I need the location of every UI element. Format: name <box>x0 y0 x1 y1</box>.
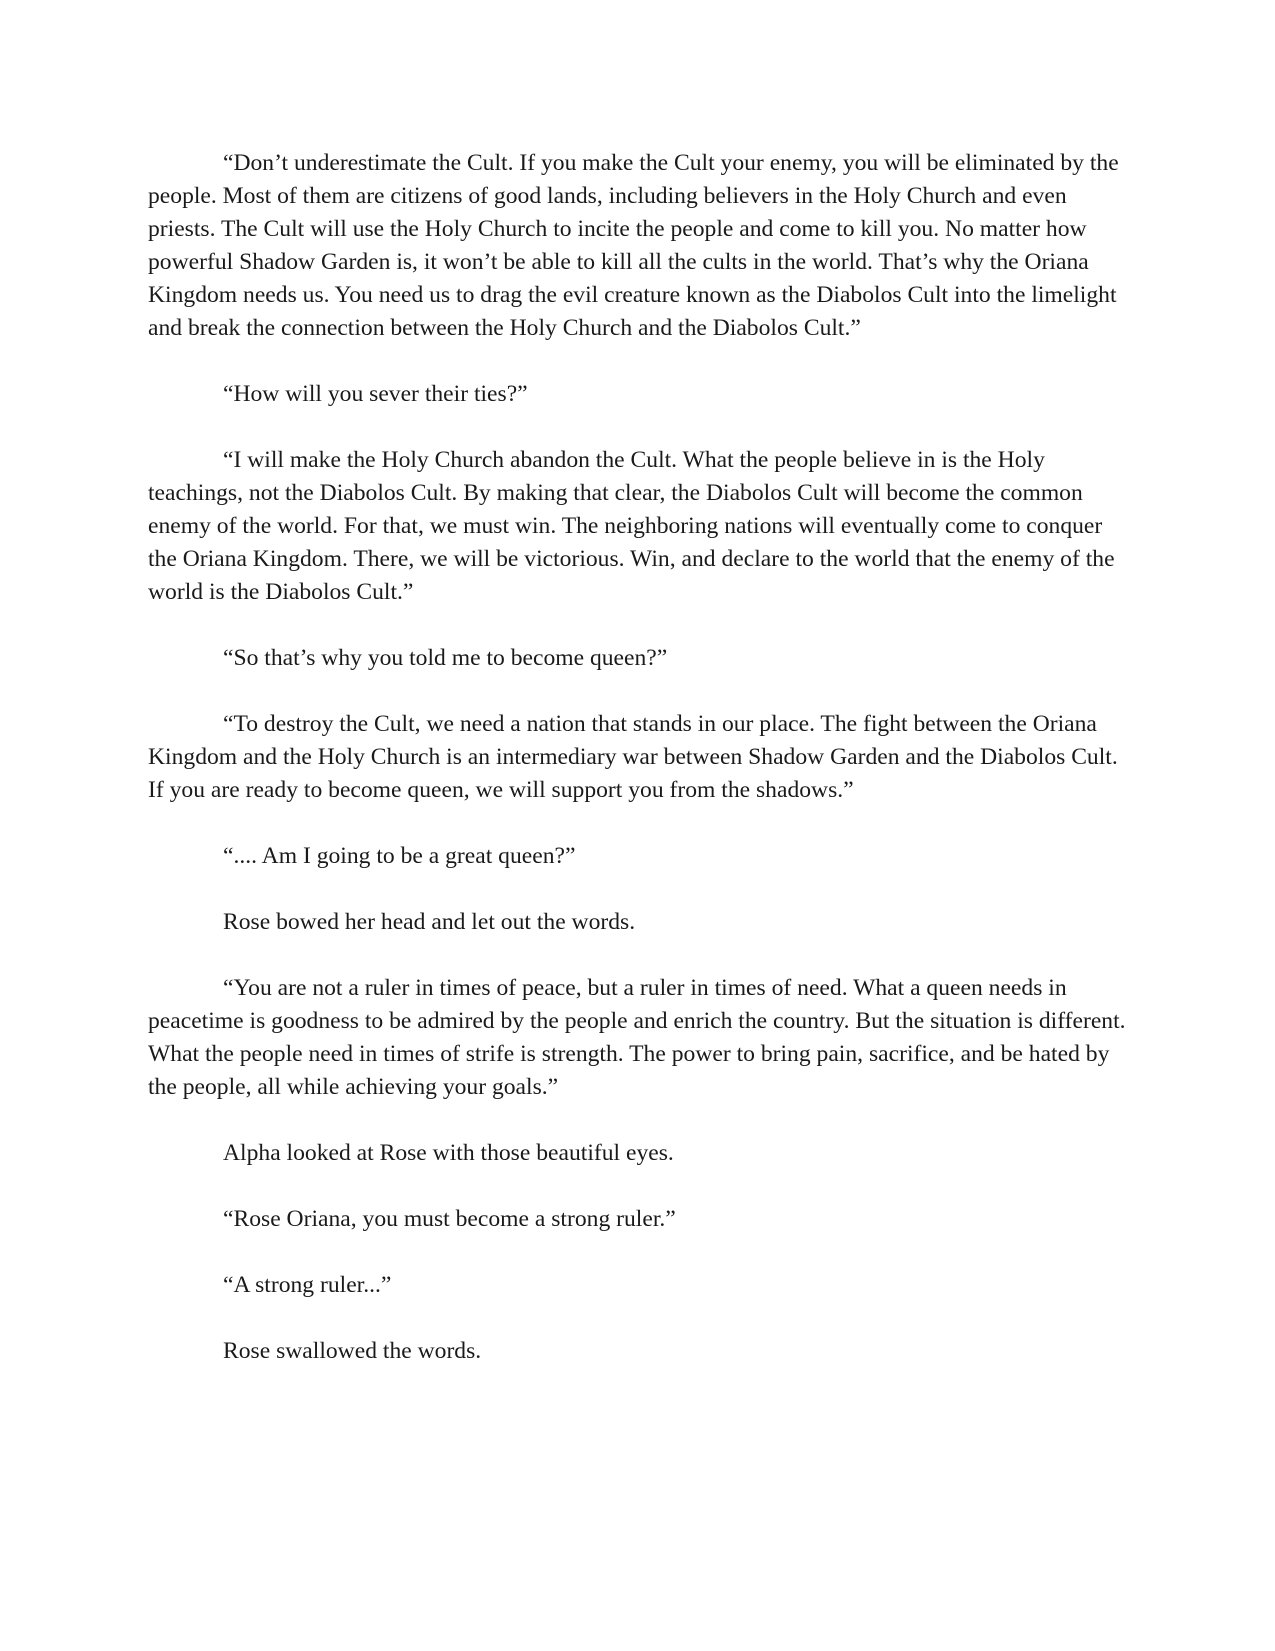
paragraph-2: “How will you sever their ties?” <box>223 381 528 407</box>
paragraph-6: “.... Am I going to be a great queen?” <box>223 843 576 869</box>
paragraph-9: Alpha looked at Rose with those beautiful eyes. <box>223 1140 674 1166</box>
paragraph-7: Rose bowed her head and let out the words. <box>223 909 636 935</box>
paragraph-11: “A strong ruler...” <box>223 1272 392 1298</box>
paragraph-5: “To destroy the Cult, we need a nation that stands in our place. The fight between the Oriana Kingdom and the Holy Church is an intermediary war between Shadow Garden and the Diabolos Cult. If you are ready to become queen, we will support you from the shadows.” <box>148 711 1118 803</box>
paragraph-12: Rose swallowed the words. <box>223 1338 482 1364</box>
paragraph-10: “Rose Oriana, you must become a strong ruler.” <box>223 1206 676 1232</box>
paragraph-8: “You are not a ruler in times of peace, but a ruler in times of need. What a queen needs in peacetime is goodness to be admired by the people and enrich the country. But the situation is different. What the people need in times of strife is strength. The power to bring pain, sacrifice, and be hated by the people, all while achieving your goals.” <box>148 975 1126 1100</box>
document-body <box>148 147 1126 1401</box>
paragraph-3: “I will make the Holy Church abandon the Cult. What the people believe in is the Holy teachings, not the Diabolos Cult. By making that clear, the Diabolos Cult will become the common enemy of the world. For that, we must win. The neighboring nations will eventually come to conquer the Oriana Kingdom. There, we will be victorious. Win, and declare to the world that the enemy of the world is the Diabolos Cult.” <box>148 447 1115 605</box>
paragraph-1: “Don’t underestimate the Cult. If you make the Cult your enemy, you will be eliminated by the people. Most of them are citizens of good lands, including believers in the Holy Church and even priests. The Cult will use the Holy Church to incite the people and come to kill you. No matter how powerful Shadow Garden is, it won’t be able to kill all the cults in the world. That’s why the Oriana Kingdom needs us. You need us to drag the evil creature known as the Diabolos Cult into the limelight and break the connection between the Holy Church and the Diabolos Cult.” <box>148 150 1119 341</box>
paragraph-4: “So that’s why you told me to become queen?” <box>223 645 668 671</box>
